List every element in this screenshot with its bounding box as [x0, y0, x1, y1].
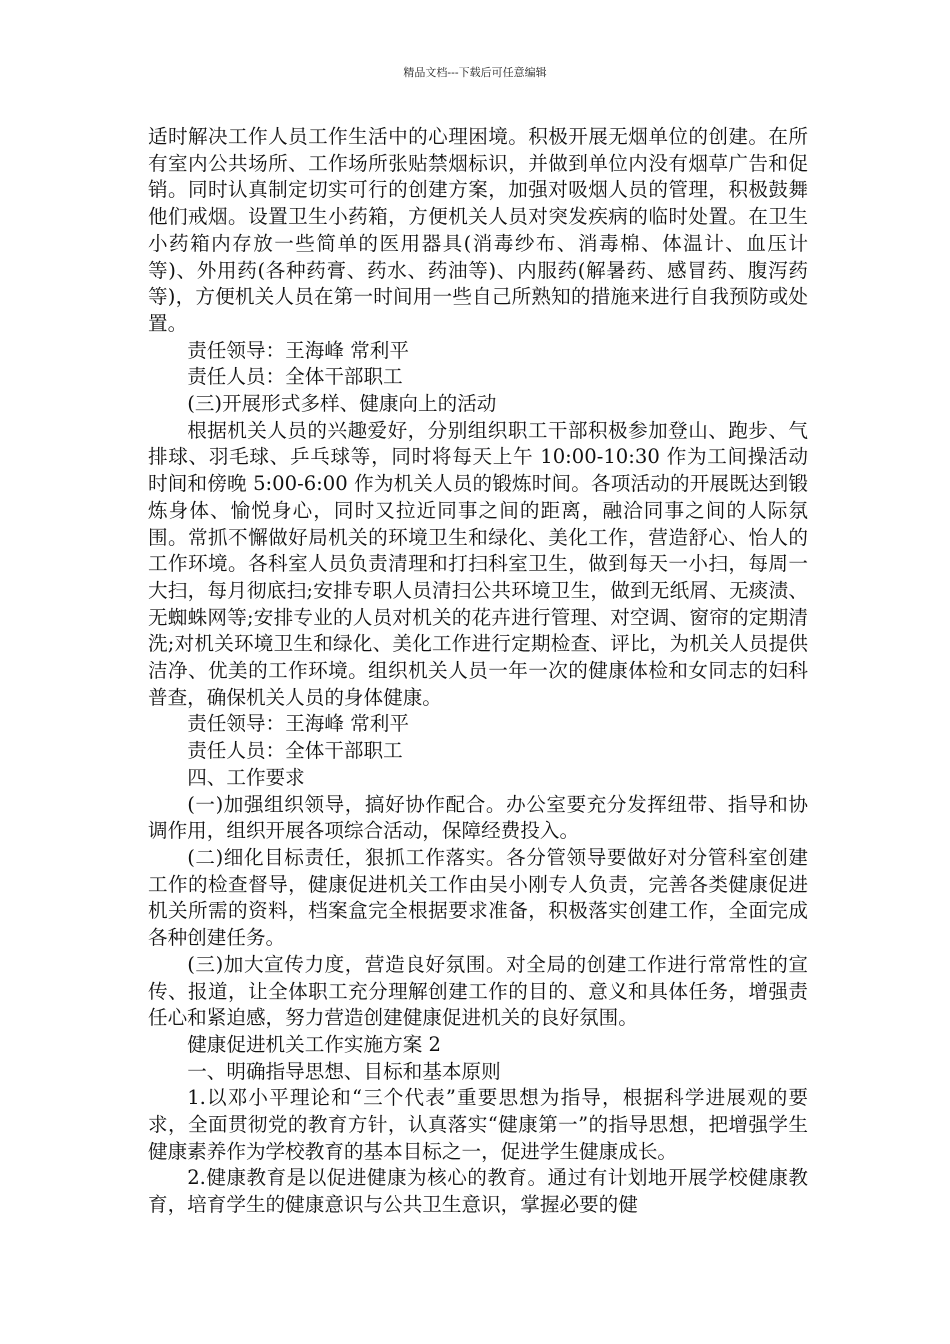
paragraph-requirement-1: (一)加强组织领导，搞好协作配合。办公室要充分发挥纽带、指导和协调作用，组织开展各项综合活动，保障经费投入。 — [148, 792, 808, 843]
responsible-staff-line: 责任人员：全体干部职工 — [187, 365, 403, 389]
responsible-leader-line: 责任领导：王海峰 常利平 — [187, 338, 409, 362]
paragraph-activities: 根据机关人员的兴趣爱好，分别组织职工干部积极参加登山、跑步、气排球、羽毛球、乒乓球等，同时将每天上午 10:00-10:30 作为工间操活动时间和傍晚 5:00-6:00 作为机关人员的锻炼时间。各项活动的开展既达到锻炼身体、愉悦身心，同时又拉近同事之间的距离，融洽同事之间的人际氛围。常抓不懈做好局机关的环境卫生和绿化、美化工作，营造舒心、怡人的工作环境。各科室人员负责清理和打扫科室卫生，做到每天一小扫，每周一大扫，每月彻底扫;安排专职人员清扫公共环境卫生，做到无纸屑、无痰渍、无蜘蛛网等;安排专业的人员对机关的花卉进行管理、对空调、窗帘的定期清洗;对机关环境卫生和绿化、美化工作进行定期检查、评比，为机关人员提供洁净、优美的工作环境。组织机关人员一年一次的健康体检和女同志的妇科普查，确保机关人员的身体健康。 — [148, 418, 808, 709]
paragraph-requirement-3: (三)加大宣传力度，营造良好氛围。对全局的创建工作进行常常性的宣传、报道，让全体职工充分理解创建工作的目的、意义和具体任务，增强责任心和紧迫感，努力营造创建健康促进机关的良好氛围。 — [148, 952, 808, 1030]
plan-2-title: 健康促进机关工作实施方案 2 — [187, 1032, 442, 1056]
responsible-leader-line-2: 责任领导：王海峰 常利平 — [187, 712, 409, 736]
document-body — [148, 124, 808, 1219]
section-heading-activities: (三)开展形式多样、健康向上的活动 — [187, 392, 497, 416]
paragraph-principle-2: 2.健康教育是以促进健康为核心的教育。通过有计划地开展学校健康教育，培育学生的健康意识与公共卫生意识，掌握必要的健 — [148, 1166, 808, 1217]
responsible-staff-line-2: 责任人员：全体干部职工 — [187, 739, 403, 763]
paragraph-principle-1: 1.以邓小平理论和“三个代表”重要思想为指导，根据科学进展观的要求，全面贯彻党的教育方针，认真落实“健康第一”的指导思想，把增强学生健康素养作为学校教育的基本目标之一，促进学生健康成长。 — [148, 1086, 808, 1163]
section-heading-guiding-principles: 一、明确指导思想、目标和基本原则 — [187, 1059, 501, 1083]
section-heading-requirements: 四、工作要求 — [187, 765, 305, 789]
paragraph-1: 适时解决工作人员工作生活中的心理困境。积极开展无烟单位的创建。在所有室内公共场所、工作场所张贴禁烟标识，并做到单位内没有烟草广告和促销。同时认真制定切实可行的创建方案，加强对吸烟人员的管理，积极鼓舞他们戒烟。设置卫生小药箱，方便机关人员对突发疾病的临时处置。在卫生小药箱内存放一些简单的医用器具(消毒纱布、消毒棉、体温计、血压计等)、外用药(各种药膏、药水、药油等)、内服药(解暑药、感冒药、腹泻药等)，方便机关人员在第一时间用一些自己所熟知的措施来进行自我预防或处置。 — [148, 125, 808, 335]
paragraph-requirement-2: (二)细化目标责任，狠抓工作落实。各分管领导要做好对分管科室创建工作的检查督导，健康促进机关工作由吴小刚专人负责，完善各类健康促进机关所需的资料，档案盒完全根据要求准备，积极落实创建工作，全面完成各种创建任务。 — [148, 845, 808, 950]
page-header: 精品文档---下载后可任意编辑 — [403, 66, 547, 79]
